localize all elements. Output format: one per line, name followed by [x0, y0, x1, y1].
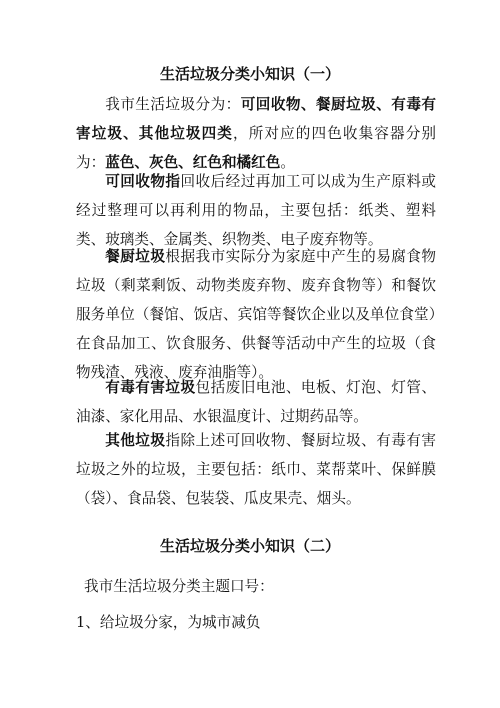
- kitchen-term: 餐厨垃圾: [105, 248, 166, 265]
- intro-text-2: ，所对应的四色收集容器分别为：: [76, 125, 436, 171]
- slogan-intro: 我市生活垃圾分类主题口号：: [84, 578, 274, 595]
- hazardous-paragraph: [76, 373, 436, 431]
- recyclable-term: 可回收物指: [105, 173, 181, 190]
- kitchen-text: 根据我市实际分为家庭中产生的易腐食物垃圾（剩菜剩饭、动物类废弃物、废弃食物等）和餐饮服务单位（餐馆、饭店、宾馆等餐饮企业以及单位食堂）在食品加工、饮食服务、供餐等活动中产生的垃圾（食物残渣、残液、废弃油脂等）。: [76, 248, 436, 381]
- other-paragraph: [76, 426, 436, 513]
- intro-paragraph: [76, 90, 436, 177]
- section-2-title: 生活垃圾分类小知识（二）: [159, 537, 340, 555]
- intro-colors: 蓝色、灰色、红色和橘红色: [105, 154, 281, 171]
- intro-categories: 可回收物、餐厨垃圾、有毒有害垃圾、其他垃圾四类: [76, 96, 436, 142]
- section-1-title: 生活垃圾分类小知识（一）: [159, 65, 340, 83]
- kitchen-paragraph: [76, 242, 436, 387]
- other-term: 其他垃圾: [105, 432, 166, 449]
- hazardous-term: 有毒有害垃圾: [105, 379, 196, 396]
- intro-text-1: 我市生活垃圾分为：: [105, 96, 241, 113]
- recyclable-text: 回收后经过再加工可以成为生产原料或经过整理可以再利用的物品，主要包括：纸类、塑料类、玻璃类、金属类、织物类、电子废弃物等。: [76, 173, 436, 248]
- hazardous-text: 包括废旧电池、电板、灯泡、灯管、油漆、家化用品、水银温度计、过期药品等。: [76, 379, 436, 425]
- intro-text-3: 。: [280, 154, 295, 171]
- recyclable-paragraph: [76, 167, 436, 254]
- slogan-item-1: 1、给垃圾分家，为城市减负: [76, 614, 261, 631]
- other-text: 指除上述可回收物、餐厨垃圾、有毒有害垃圾之外的垃圾，主要包括：纸巾、菜帮菜叶、保鲜膜（袋）、食品袋、包装袋、瓜皮果壳、烟头。: [76, 432, 436, 507]
